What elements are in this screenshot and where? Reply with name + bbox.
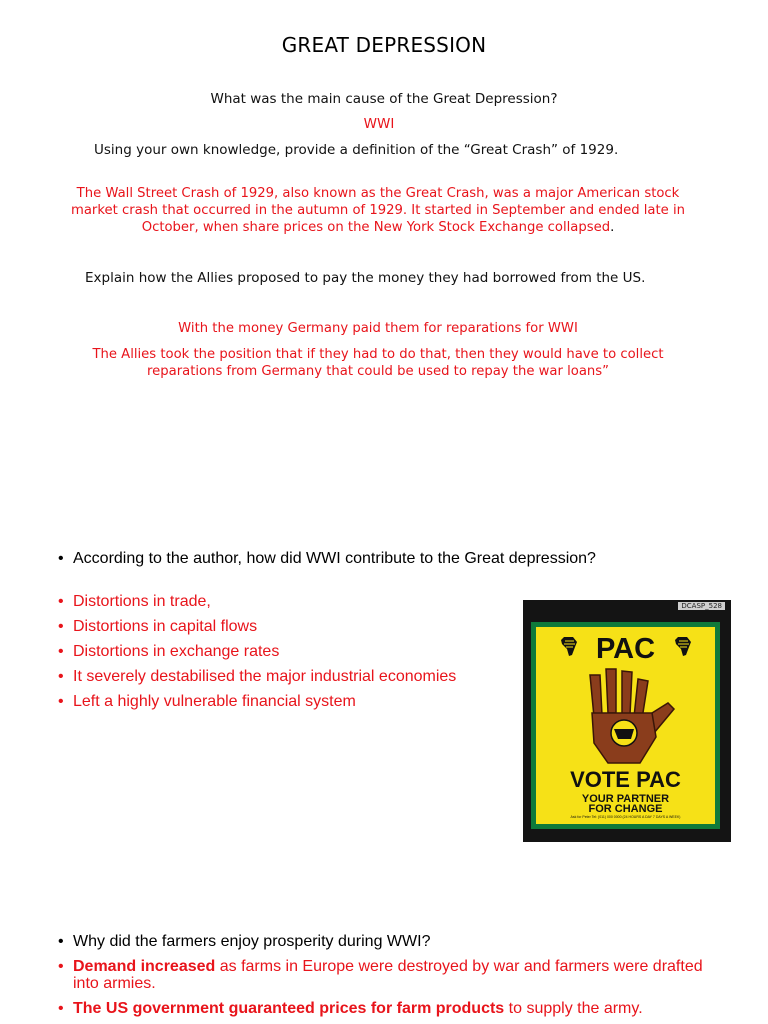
answer-allies-payment-2 (0, 346, 756, 380)
section2-question: • According to the author, how did WWI contribute to the Great depression? (58, 550, 596, 567)
poster-tag: DCASP_528 (678, 602, 725, 610)
poster-yellow-panel (536, 627, 715, 824)
poster-green-border (531, 622, 720, 829)
section3-answer-1-bold: Demand increased (73, 958, 216, 975)
poster-partner-line1: YOUR PARTNER (581, 793, 670, 805)
section2-question-list (58, 550, 596, 567)
section2-answer: • Distortions in trade, (58, 593, 508, 610)
page-title: GREAT DEPRESSION (281, 33, 487, 57)
answer-main-cause: WWI (363, 116, 395, 132)
answer-allies-payment-2-line2: reparations from Germany that could be used to repay the war loans” (147, 364, 609, 379)
section2-answer: • Distortions in exchange rates (58, 643, 508, 660)
question-main-cause: What was the main cause of the Great Depression? (210, 91, 558, 107)
section3-answer-1-rest: as farms in Europe were destroyed by war and farmers were drafted into armies. (73, 958, 703, 992)
section2-answer: • Distortions in capital flows (58, 618, 508, 635)
hand-illustration-icon (568, 667, 683, 767)
section3-answer-list (58, 958, 728, 1017)
section3-answer-1 (58, 958, 728, 992)
section3-answer-2 (58, 1000, 728, 1017)
section2-answer: • It severely destabilised the major industrial economies (58, 668, 508, 685)
question-great-crash: Using your own knowledge, provide a definition of the “Great Crash” of 1929. (94, 142, 619, 158)
answer-great-crash (0, 185, 756, 236)
poster-vote-text: VOTE PAC (570, 767, 681, 792)
poster-partner-line2: FOR CHANGE (588, 803, 663, 815)
answer-allies-payment-1: With the money Germany paid them for reparations for WWI (178, 321, 578, 336)
question-allies-payment: Explain how the Allies proposed to pay the money they had borrowed from the US. (85, 270, 646, 286)
section3-question: • Why did the farmers enjoy prosperity during WWI? (58, 933, 430, 950)
section2-answer-list (58, 593, 508, 710)
pac-poster-image (523, 600, 731, 842)
answer-great-crash-period: . (610, 220, 615, 235)
answer-allies-payment-2-line1: The Allies took the position that if they had to do that, then they would have to collect (92, 347, 664, 362)
section3-answer-2-bold: The US government guaranteed prices for farm products (73, 1000, 505, 1017)
section3-answer-2-rest: to supply the army. (504, 1000, 643, 1017)
answer-great-crash-line3: October, when share prices on the New York Stock Exchange collapsed (141, 220, 611, 235)
answer-great-crash-line2: market crash that occurred in the autumn of 1929. It started in September and ended late in (70, 203, 686, 218)
poster-headline: PAC (595, 633, 656, 665)
poster-fine-print: Ask for Peter Tel: (011) 000 0000 (24 HOURS A DAY 7 DAYS A WEEK) (570, 815, 681, 819)
section2-answer: • Left a highly vulnerable financial system (58, 693, 508, 710)
answer-great-crash-line1: The Wall Street Crash of 1929, also known as the Great Crash, was a major American stock (76, 186, 680, 201)
poster-partner-text (536, 794, 715, 814)
section3-question-list (58, 933, 430, 950)
